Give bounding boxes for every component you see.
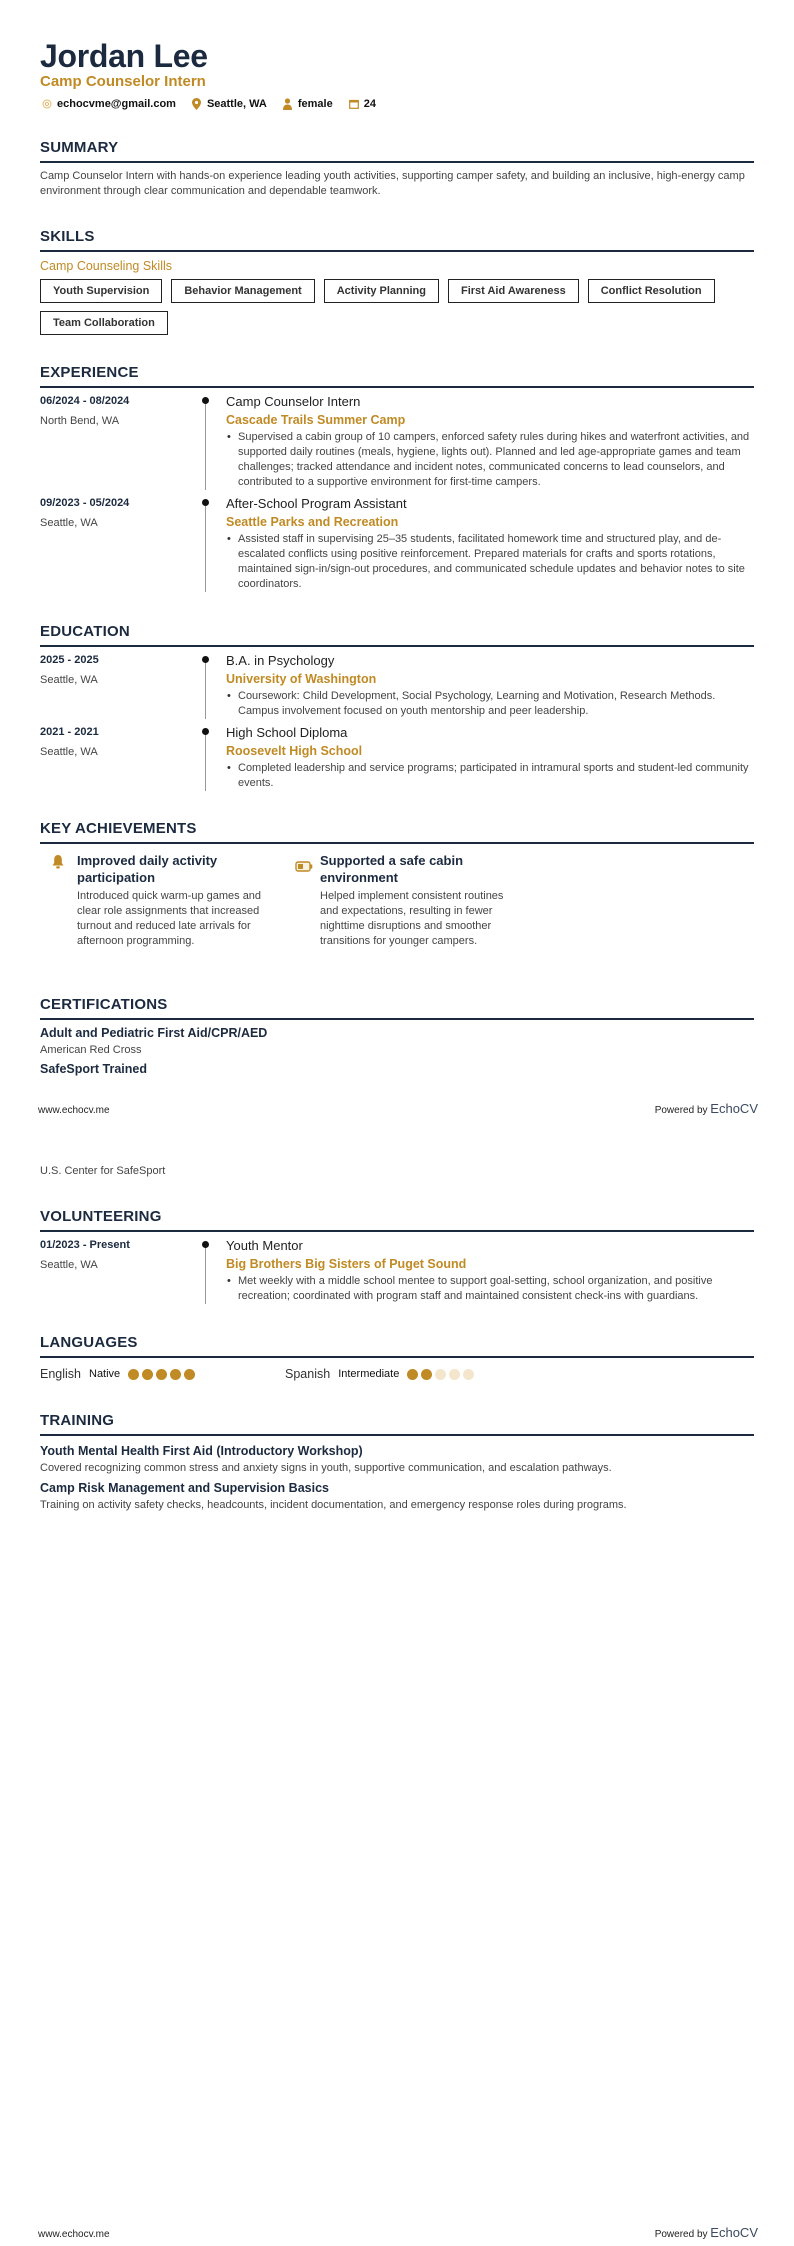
- rating-dot-empty: [463, 1369, 474, 1380]
- entry-dates: 01/2023 - Present: [40, 1239, 130, 1251]
- section-heading: SKILLS: [40, 228, 754, 252]
- certification-title: SafeSport Trained: [40, 1062, 147, 1076]
- timeline-dot: [202, 728, 209, 735]
- training-desc: Training on activity safety checks, headcounts, incident documentation, and emergency response roles during programs.: [40, 1499, 627, 1511]
- skill-chip: Activity Planning: [324, 279, 439, 303]
- footer-website[interactable]: www.echocv.me: [38, 1105, 110, 1116]
- timeline-line: [205, 730, 206, 791]
- section-heading: LANGUAGES: [40, 1334, 754, 1358]
- achievement-item: [320, 852, 510, 949]
- experience-entry: [40, 495, 754, 592]
- timeline-dot: [202, 499, 209, 506]
- entry-dates: 09/2023 - 05/2024: [40, 497, 130, 509]
- entry-role: After-School Program Assistant: [226, 496, 407, 511]
- timeline-line: [205, 399, 206, 490]
- bullet-item: • Supervised a cabin group of 10 campers, enforced safety rules during hikes and waterfront activities, and supported daily routines (meals, hygiene, lights out). Planned and led age-appropriate games and team challenges; tracked attendance and incident notes, communicated concerns to lead counselors, and contributed to a supportive environment for first-time campers.: [238, 430, 754, 490]
- timeline-dot: [202, 1241, 209, 1248]
- skill-chips: [40, 279, 754, 335]
- bullet-item: • Met weekly with a middle school mentee to support goal-setting, school organization, and positive recreation; coordinated with program staff and maintained consistent check-ins with guardians.: [238, 1274, 754, 1304]
- education-section: [40, 623, 754, 791]
- skill-chip: Conflict Resolution: [588, 279, 715, 303]
- rating-dot-filled: [142, 1369, 153, 1380]
- training-title: Youth Mental Health First Aid (Introductory Workshop): [40, 1444, 363, 1458]
- achievement-desc: Helped implement consistent routines and expectations, resulting in fewer nighttime disruptions and smoother transitions for younger campers.: [320, 890, 504, 947]
- contact-row: [40, 96, 388, 112]
- contact-email[interactable]: echocvme@gmail.com: [57, 98, 176, 110]
- entry-organization: Seattle Parks and Recreation: [226, 515, 399, 529]
- section-heading: SUMMARY: [40, 139, 754, 163]
- achievements-section: [40, 820, 754, 980]
- contact-location: Seattle, WA: [206, 98, 267, 110]
- entry-bullets: [226, 1274, 754, 1304]
- entry-school: Roosevelt High School: [226, 744, 363, 758]
- training-title: Camp Risk Management and Supervision Basics: [40, 1481, 329, 1495]
- rating-dot-filled: [128, 1369, 139, 1380]
- calendar-icon: [349, 98, 359, 110]
- entry-dates: 06/2024 - 08/2024: [40, 395, 130, 407]
- education-entry: [40, 652, 754, 719]
- entry-school: University of Washington: [226, 672, 377, 686]
- rating-dot-filled: [156, 1369, 167, 1380]
- timeline-line: [205, 501, 206, 592]
- language-rating: [128, 1369, 195, 1380]
- language-name: Spanish: [285, 1367, 331, 1381]
- skill-chip: Youth Supervision: [40, 279, 162, 303]
- footer-website[interactable]: www.echocv.me: [38, 2229, 110, 2240]
- entry-location: Seattle, WA: [40, 746, 98, 758]
- entry-dates: 2021 - 2021: [40, 726, 99, 738]
- footer-powered-by: [655, 2225, 758, 2240]
- candidate-title: Camp Counselor Intern: [40, 73, 206, 90]
- volunteering-entry: [40, 1237, 754, 1304]
- entry-location: Seattle, WA: [40, 674, 98, 686]
- language-item: [40, 1366, 195, 1382]
- entry-location: Seattle, WA: [40, 517, 98, 529]
- volunteering-section: [40, 1208, 754, 1304]
- entry-degree: High School Diploma: [226, 725, 348, 740]
- contact-gender: female: [297, 98, 333, 110]
- achievement-item: [77, 852, 267, 949]
- section-heading: EXPERIENCE: [40, 364, 754, 388]
- languages-section: [40, 1334, 754, 1386]
- language-item: [285, 1366, 474, 1382]
- timeline-line: [205, 658, 206, 719]
- language-level: Intermediate: [338, 1368, 400, 1380]
- bullet-item: • Assisted staff in supervising 25–35 students, facilitated homework time and structured play, and de-escalated conflicts using positive reinforcement. Prepared materials for crafts and sports rotations, maintained sign-in/sign-out procedures, and communicated schedule updates and behavior notes to site coordinators.: [238, 532, 754, 592]
- language-list: [40, 1366, 754, 1386]
- entry-degree: B.A. in Psychology: [226, 653, 335, 668]
- entry-location: North Bend, WA: [40, 415, 120, 427]
- experience-entry: [40, 393, 754, 490]
- achievement-title: Supported a safe cabin environment: [320, 853, 464, 885]
- entry-bullets: [226, 689, 754, 719]
- rating-dot-empty: [449, 1369, 460, 1380]
- certification-title: Adult and Pediatric First Aid/CPR/AED: [40, 1026, 268, 1040]
- skill-chip: Team Collaboration: [40, 311, 168, 335]
- entry-organization: Big Brothers Big Sisters of Puget Sound: [226, 1257, 467, 1271]
- skills-section: [40, 228, 754, 335]
- section-heading: EDUCATION: [40, 623, 754, 647]
- entry-bullets: [226, 532, 754, 592]
- education-entry: [40, 724, 754, 791]
- entry-organization: Cascade Trails Summer Camp: [226, 413, 406, 427]
- bell-icon: [52, 854, 64, 875]
- timeline-dot: [202, 397, 209, 404]
- section-heading: VOLUNTEERING: [40, 1208, 754, 1232]
- achievement-title: Improved daily activity participation: [77, 853, 218, 885]
- candidate-name: Jordan Lee: [40, 38, 208, 74]
- timeline-line: [205, 1243, 206, 1304]
- brand-logo: EchoCV: [710, 2225, 758, 2240]
- certification-issuer: U.S. Center for SafeSport: [40, 1165, 166, 1177]
- entry-bullets: [226, 430, 754, 490]
- section-heading: KEY ACHIEVEMENTS: [40, 820, 754, 844]
- language-rating: [407, 1369, 474, 1380]
- rating-dot-filled: [170, 1369, 181, 1380]
- entry-dates: 2025 - 2025: [40, 654, 99, 666]
- location-pin-icon: [192, 98, 202, 110]
- rating-dot-filled: [184, 1369, 195, 1380]
- certifications-section: [40, 996, 754, 1078]
- summary-text: Camp Counselor Intern with hands-on experience leading youth activities, supporting camper safety, and building an inclusive, high-energy camp environment through clear communication and dependable teamwork.: [40, 170, 745, 197]
- rating-dot-filled: [421, 1369, 432, 1380]
- summary-section: [40, 139, 754, 199]
- footer-powered-by: [655, 1101, 758, 1116]
- bullet-item: • Completed leadership and service programs; participated in intramural sports and student-led community events.: [238, 761, 754, 791]
- battery-icon: [295, 859, 313, 877]
- language-level: Native: [89, 1368, 121, 1380]
- language-name: English: [40, 1367, 81, 1381]
- section-heading: CERTIFICATIONS: [40, 996, 754, 1020]
- experience-section: [40, 364, 754, 592]
- achievement-desc: Introduced quick warm-up games and clear role assignments that increased turnout and reduced late arrivals for afternoon programming.: [77, 890, 262, 947]
- training-section: [40, 1412, 754, 1516]
- skill-chip: First Aid Awareness: [448, 279, 579, 303]
- rating-dot-empty: [435, 1369, 446, 1380]
- email-icon: [42, 98, 52, 110]
- person-icon: [283, 98, 293, 110]
- timeline-dot: [202, 656, 209, 663]
- brand-logo: EchoCV: [710, 1101, 758, 1116]
- entry-role: Camp Counselor Intern: [226, 394, 361, 409]
- entry-bullets: [226, 761, 754, 791]
- section-heading: TRAINING: [40, 1412, 754, 1436]
- rating-dot-filled: [407, 1369, 418, 1380]
- training-desc: Covered recognizing common stress and anxiety signs in youth, supportive communication, and escalation pathways.: [40, 1462, 612, 1474]
- skill-category: Camp Counseling Skills: [40, 259, 173, 273]
- bullet-item: • Coursework: Child Development, Social Psychology, Learning and Motivation, Research Methods. Campus involvement focused on youth mentorship and peer leadership.: [238, 689, 754, 719]
- skill-chip: Behavior Management: [171, 279, 314, 303]
- entry-role: Youth Mentor: [226, 1238, 303, 1253]
- powered-by-label: Powered by: [654, 2229, 708, 2240]
- powered-by-label: Powered by: [654, 1105, 708, 1116]
- certification-issuer: American Red Cross: [40, 1044, 142, 1056]
- contact-age: 24: [363, 98, 376, 110]
- entry-location: Seattle, WA: [40, 1259, 98, 1271]
